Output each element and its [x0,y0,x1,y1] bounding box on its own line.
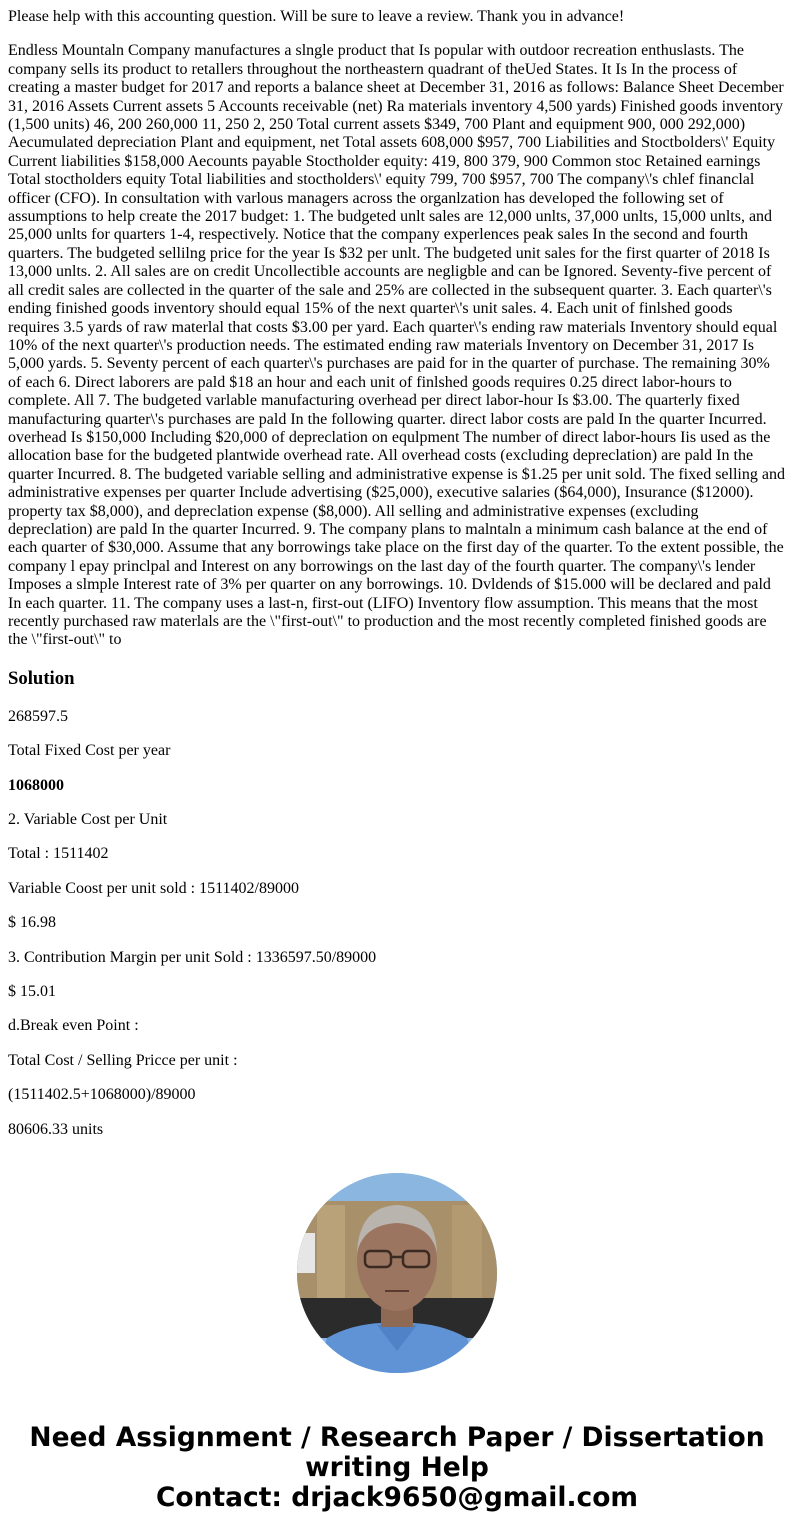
solution-line: d.Break even Point : [8,1017,139,1035]
solution-line: Variable Coost per unit sold : 1511402/89000 [8,879,299,897]
promo-line-1: Need Assignment / Research Paper / Dissertation [29,1422,765,1454]
solution-line: 2. Variable Cost per Unit [8,811,168,829]
solution-line: Total : 1511402 [8,845,109,863]
solution-line [8,777,786,795]
total-fixed-cost-value: 1068000 [8,776,64,794]
contact-promo-banner [0,1423,794,1513]
author-avatar [297,1173,497,1373]
question-intro: Please help with this accounting question. Will be sure to leave a review. Thank you in advance! [8,8,625,25]
solution-line: $ 16.98 [8,914,56,932]
question-body: Endless Mountaln Company manufactures a slngle product that Is popular with outdoor recreation enthuslasts. The company sells its product to retallers throughout the northeastern quadrant of theUed States. It Is In the process of creating a master budget for 2017 and reports a balance sheet at December 31, 2016 as follows: Balance Sheet December 31, 2016 Assets Current assets 5 Accounts receivable (net) Ra materials inventory 4,500 yards) Finished goods inventory (1,500 units) 46, 200 260,000 11, 250 2, 250 Total current assets $349, 700 Plant and equipment 900, 000 292,000) Aecumulated depreciation Plant and equipment, net Total assets 608,000 $957, 700 Liabilities and Stoctbolders\' Equity Current liabilities $158,000 Aecounts payable Stoctholder equity: 419, 800 379, 900 Common stoc Retained earnings Total stoctholders equity Total liabilities and stoctholders\' equity 799, 700 $957, 700 The company\'s chlef financlal officer (CFO). In consultation with varlous managers across the organlzation has developed the following set of assumptions to help create the 2017 budget: 1. The budgeted unlt sales are 12,000 unlts, 37,000 unlts, 15,000 unlts, and 25,000 unlts for quarters 1-4, respectively. Notice that the company experlences peak sales In the second and fourth quarters. The budgeted sellilng price for the year Is $32 per unlt. The budgeted unit sales for the first quarter of 2018 Is 13,000 unlts. 2. All sales are on credit Uncollectible accounts are negligble and can be Ignored. Seventy-five percent of all credit sales are collected in the quarter of the sale and 25% are collected in the subsequent quarter. 3. Each quarter\'s ending finished goods inventory should equal 15% of the next quarter\'s unit sales. 4. Each unit of finlshed goods requires 3.5 yards of raw materlal that costs $3.00 per yard. Each quarter\'s ending raw materials Inventory should equal 10% of the next quarter\'s production needs. The estimated ending raw materials Inventory on December 31, 2017 Is 5,000 yards. 5. Seventy percent of each quarter\'s purchases are paid for in the quarter of purchase. The remaining 30% of each 6. Direct laborers are pald $18 an hour and each unit of finlshed goods requires 0.25 direct labor-hours to complete. All 7. The budgeted varlable manufacturing overhead per direct labor-hour Is $3.00. The quarterly fixed manufacturing quarter\'s purchases are pald In the following quarter. direct labor costs are pald In the quarter Incurred. overhead Is $150,000 Including $20,000 of depreclation on equlpment The number of direct labor-hours Iis used as the allocation base for the budgeted plantwide overhead rate. All overhead costs (excluding depreclation) are pald In the quarter Incurred. 8. The budgeted variable selling and administrative expense is $1.25 per unit sold. The fixed selling and administrative expenses per quarter Include advertising ($25,000), executive salaries ($64,000), Insurance ($12000). property tax $8,000), and depreclation expense ($8,000). All selling and administrative expenses (excluding depreclation) are pald In the quarter Incurred. 9. The company plans to malntaln a minimum cash balance at the end of each quarter of $30,000. Assume that any borrowings take place on the first day of the quarter. To the extent possible, the company l epay princlpal and Interest on any borrowings on the last day of the fourth quarter. The company\'s lender Imposes a slmple Interest rate of 3% per quarter on any borrowings. 10. Dvldends of $15.000 will be declared and pald In each quarter. 11. The company uses a last-n, first-out (LIFO) Inventory flow assumption. This means that the most recently purchased raw materlals are the \"first-out\" to production and the most recently completed finished goods are the \"first-out\" to [8,42,785,649]
solution-heading: Solution [8,667,75,689]
solution-body [8,708,786,1139]
solution-line: Total Fixed Cost per year [8,742,171,760]
page-content [0,8,794,1139]
person-portrait-icon [297,1173,497,1373]
solution-line: $ 15.01 [8,983,56,1001]
promo-contact-email: Contact: drjack9650@gmail.com [155,1482,639,1514]
promo-line-2: writing Help [305,1452,489,1484]
author-avatar-container [0,1173,794,1373]
solution-line: (1511402.5+1068000)/89000 [8,1086,196,1104]
solution-line: 80606.33 units [8,1120,104,1138]
solution-line: 268597.5 [8,707,68,725]
solution-line: 3. Contribution Margin per unit Sold : 1336597.50/89000 [8,948,377,966]
solution-line: Total Cost / Selling Pricce per unit : [8,1051,238,1069]
